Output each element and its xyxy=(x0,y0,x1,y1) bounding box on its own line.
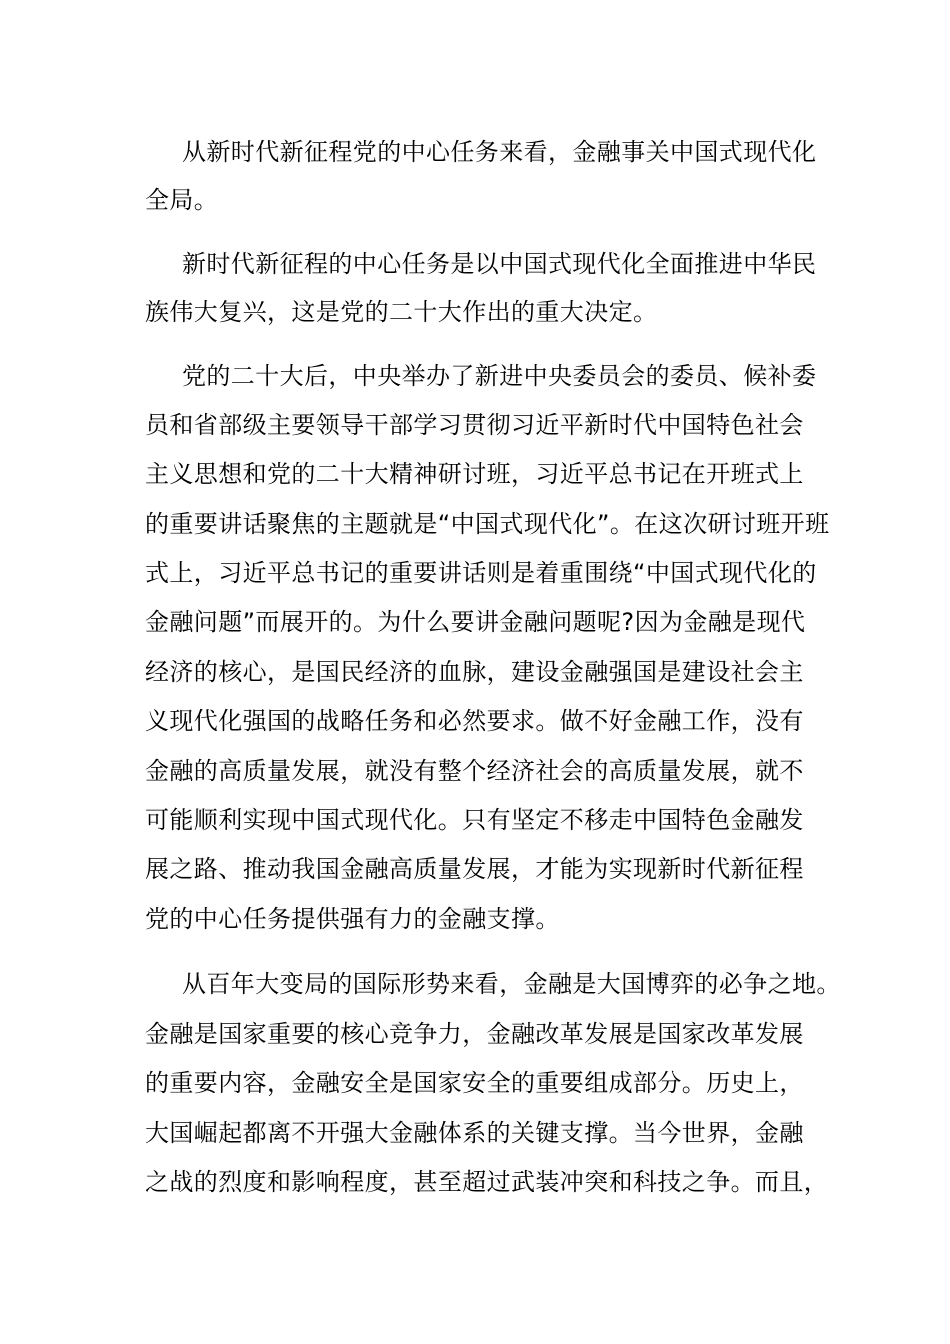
paragraph-4-line-5: 之战的烈度和影响程度，甚至超过武装冲突和科技之争。而且， xyxy=(145,1168,829,1196)
paragraph-3-line-4: 的重要讲话聚焦的主题就是“中国式现代化”。在这次研讨班开班 xyxy=(145,510,830,538)
paragraph-3-line-3: 主义思想和党的二十大精神研讨班，习近平总书记在开班式上 xyxy=(145,460,804,488)
paragraph-3-line-6: 金融问题”而展开的。为什么要讲金融问题呢?因为金融是现代 xyxy=(145,608,806,636)
paragraph-2-line-1: 新时代新征程的中心任务是以中国式现代化全面推进中华民 xyxy=(182,250,817,278)
paragraph-3-line-7: 经济的核心，是国民经济的血脉，建设金融强国是建设社会主 xyxy=(145,658,804,686)
paragraph-4-line-2: 金融是国家重要的核心竞争力，金融改革发展是国家改革发展 xyxy=(145,1020,804,1048)
paragraph-1-line-2: 全局。 xyxy=(145,186,219,214)
paragraph-1-line-1: 从新时代新征程党的中心任务来看，金融事关中国式现代化 xyxy=(182,138,817,166)
paragraph-3-line-1: 党的二十大后，中央举办了新进中央委员会的委员、候补委 xyxy=(182,362,817,390)
paragraph-3-line-2: 员和省部级主要领导干部学习贯彻习近平新时代中国特色社会 xyxy=(145,411,804,439)
paragraph-4-line-4: 大国崛起都离不开强大金融体系的关键支撑。当今世界，金融 xyxy=(145,1119,804,1147)
paragraph-4-line-1: 从百年大变局的国际形势来看，金融是大国博弈的必争之地。 xyxy=(182,970,841,998)
paragraph-3-line-9: 金融的高质量发展，就没有整个经济社会的高质量发展，就不 xyxy=(145,757,804,785)
paragraph-3-line-12: 党的中心任务提供强有力的金融支撑。 xyxy=(145,905,560,933)
paragraph-2-line-2: 族伟大复兴，这是党的二十大作出的重大决定。 xyxy=(145,298,658,326)
paragraph-3-line-10: 可能顺利实现中国式现代化。只有坚定不移走中国特色金融发 xyxy=(145,806,804,834)
paragraph-3-line-5: 式上，习近平总书记的重要讲话则是着重围绕“中国式现代化的 xyxy=(145,559,817,587)
paragraph-4-line-3: 的重要内容，金融安全是国家安全的重要组成部分。历史上， xyxy=(145,1069,804,1097)
paragraph-3-line-8: 义现代化强国的战略任务和必然要求。做不好金融工作，没有 xyxy=(145,707,804,735)
paragraph-3-line-11: 展之路、推动我国金融高质量发展，才能为实现新时代新征程 xyxy=(145,855,804,883)
